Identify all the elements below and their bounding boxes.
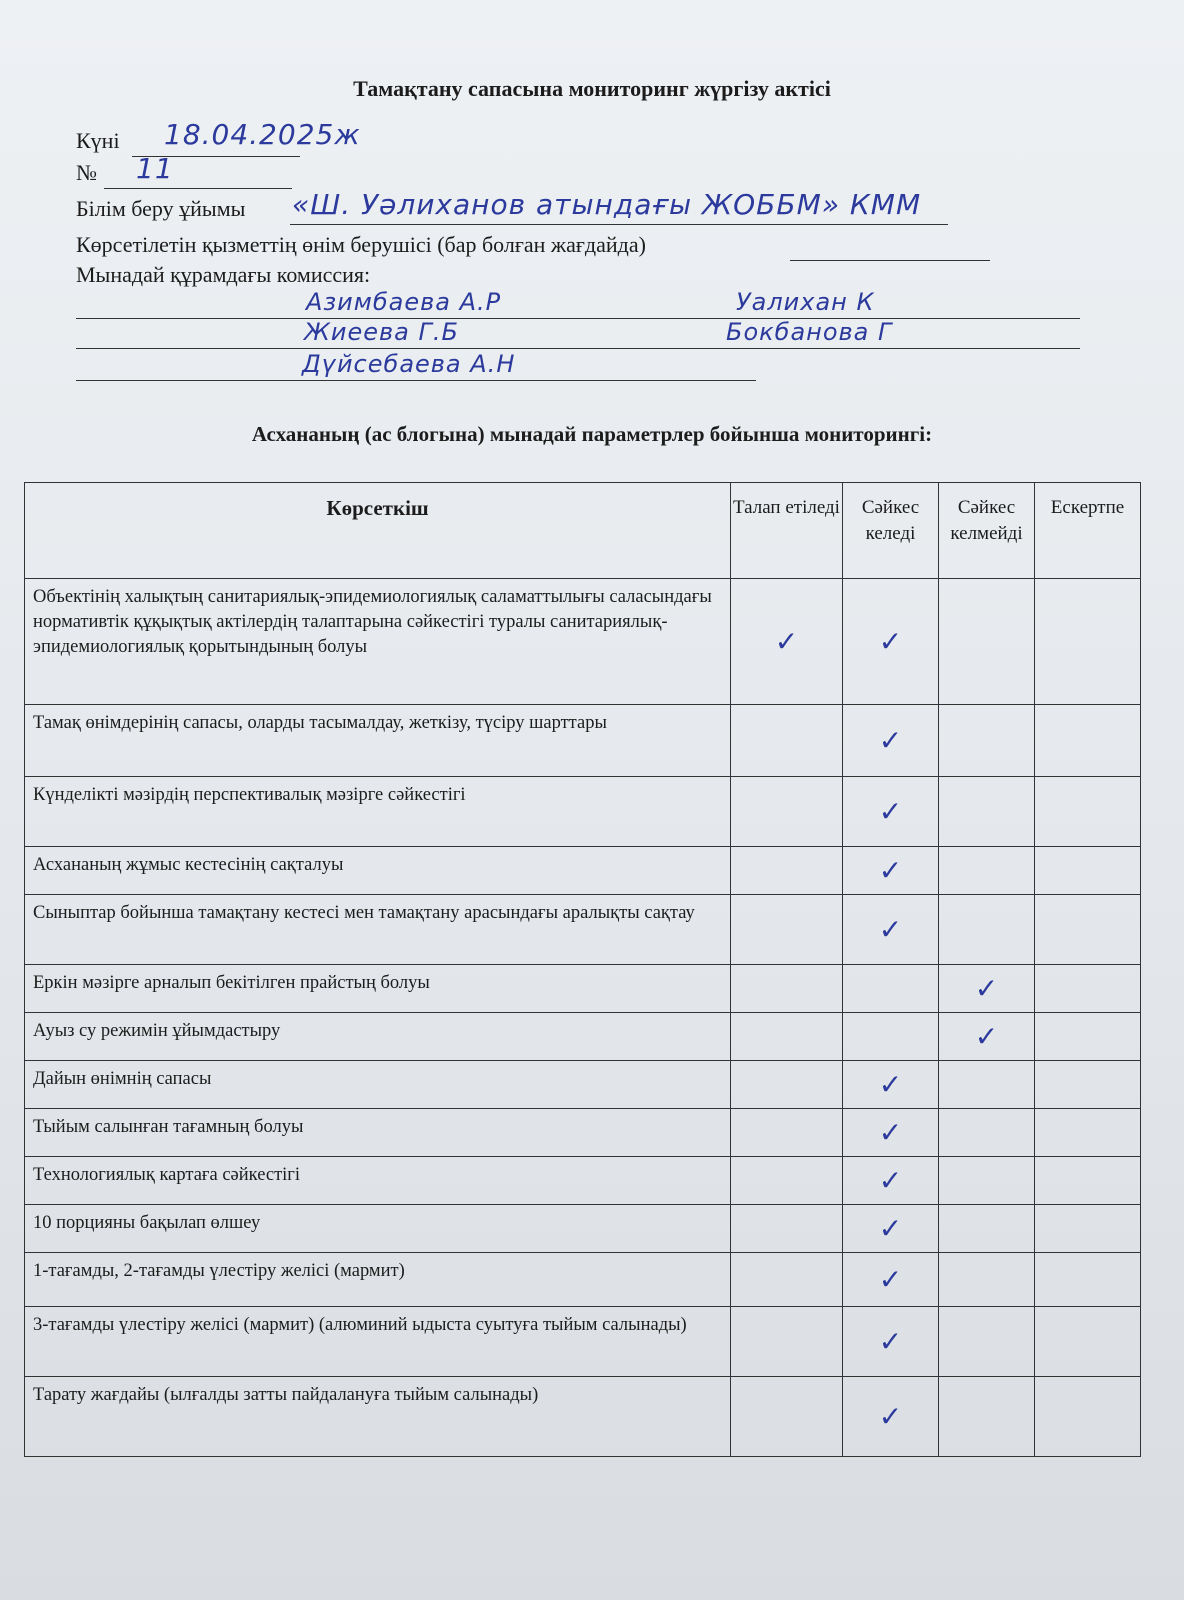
table-row [25,1109,1141,1157]
required-cell [731,1377,843,1457]
indicator-cell: Еркін мәзірге арналып бекітілген прайстың болуы [25,965,731,1013]
header-indicator: Көрсеткіш [25,483,731,579]
indicator-cell: Тарату жағдайы (ылғалды затты пайдалануға тыйым салынады) [25,1377,731,1457]
complies-cell: ✓ [843,895,939,965]
number-underline [104,188,292,189]
required-cell [731,1061,843,1109]
note-cell [1035,1061,1141,1109]
table-row [25,1205,1141,1253]
note-cell [1035,895,1141,965]
not-complies-cell [939,847,1035,895]
complies-cell: ✓ [843,777,939,847]
required-cell [731,847,843,895]
date-value: 18.04.2025ж [164,118,361,151]
complies-cell: ✓ [843,1157,939,1205]
not-complies-cell [939,777,1035,847]
table-row [25,965,1141,1013]
indicator-cell: Технологиялық картаға сәйкестігі [25,1157,731,1205]
note-cell [1035,1157,1141,1205]
not-complies-cell [939,1253,1035,1307]
table-row [25,1377,1141,1457]
note-cell [1035,1205,1141,1253]
provider-underline [790,260,990,261]
required-cell [731,965,843,1013]
required-cell [731,1253,843,1307]
indicator-cell: 10 порцияны бақылап өлшеу [25,1205,731,1253]
table-row [25,895,1141,965]
complies-cell: ✓ [843,1205,939,1253]
required-cell [731,1109,843,1157]
monitoring-table [24,482,1141,1457]
indicator-cell: Ауыз су режимін ұйымдастыру [25,1013,731,1061]
complies-cell: ✓ [843,1307,939,1377]
note-cell [1035,1377,1141,1457]
commission-member: Жиеева Г.Б [304,318,459,346]
required-cell [731,1307,843,1377]
required-cell [731,895,843,965]
table-row [25,1307,1141,1377]
header-required: Талап етіледі [731,483,843,579]
document-title: Тамақтану сапасына мониторинг жүргізу актісі [353,76,831,101]
complies-cell: ✓ [843,847,939,895]
not-complies-cell [939,1205,1035,1253]
commission-member: Бокбанова Г [726,318,893,346]
not-complies-cell [939,1157,1035,1205]
required-cell: ✓ [731,579,843,705]
not-complies-cell [939,705,1035,777]
required-cell [731,1205,843,1253]
header-note: Ескертпе [1035,483,1141,579]
note-cell [1035,705,1141,777]
required-cell [731,1013,843,1061]
commission-member: Дүйсебаева А.Н [302,350,516,378]
note-cell [1035,1253,1141,1307]
complies-cell [843,965,939,1013]
note-cell [1035,965,1141,1013]
complies-cell: ✓ [843,1377,939,1457]
commission-line-3 [76,380,756,381]
required-cell [731,1157,843,1205]
note-cell [1035,579,1141,705]
table-row [25,847,1141,895]
not-complies-cell: ✓ [939,1013,1035,1061]
header-not-complies: Сәйкес келмейді [939,483,1035,579]
not-complies-cell: ✓ [939,965,1035,1013]
provider-label: Көрсетілетін қызметтің өнім берушісі (бар болған жағдайда) [76,232,646,257]
complies-cell [843,1013,939,1061]
not-complies-cell [939,579,1035,705]
organization-label: Білім беру ұйымы [76,196,246,221]
commission-line-1 [76,318,1080,319]
section-title: Асхананың (ас блогына) мынадай параметрлер бойынша мониторингі: [251,422,933,446]
required-cell [731,777,843,847]
required-cell [731,705,843,777]
note-cell [1035,777,1141,847]
indicator-cell: Тамақ өнімдерінің сапасы, оларды тасымалдау, жеткізу, түсіру шарттары [25,705,731,777]
not-complies-cell [939,895,1035,965]
table-header-row [25,483,1141,579]
not-complies-cell [939,1061,1035,1109]
table-row [25,579,1141,705]
complies-cell: ✓ [843,1253,939,1307]
commission-member: Уалихан К [736,288,875,316]
note-cell [1035,1307,1141,1377]
complies-cell: ✓ [843,1061,939,1109]
table-row [25,1013,1141,1061]
indicator-cell: 3-тағамды үлестіру желісі (мармит) (алюминий ыдыста суытуға тыйым салынады) [25,1307,731,1377]
commission-label: Мынадай құрамдағы комиссия: [76,262,371,287]
not-complies-cell [939,1307,1035,1377]
number-label: № [76,160,97,185]
indicator-cell: Сыныптар бойынша тамақтану кестесі мен тамақтану арасындағы аралықты сақтау [25,895,731,965]
complies-cell: ✓ [843,1109,939,1157]
not-complies-cell [939,1109,1035,1157]
complies-cell: ✓ [843,705,939,777]
commission-line-2 [76,348,1080,349]
indicator-cell: Асхананың жұмыс кестесінің сақталуы [25,847,731,895]
indicator-cell: 1-тағамды, 2-тағамды үлестіру желісі (мармит) [25,1253,731,1307]
commission-member: Азимбаева А.Р [306,288,502,316]
note-cell [1035,847,1141,895]
not-complies-cell [939,1377,1035,1457]
date-label: Күні [76,128,120,153]
indicator-cell: Күнделікті мәзірдің перспективалық мәзірге сәйкестігі [25,777,731,847]
table-row [25,1253,1141,1307]
indicator-cell: Дайын өнімнің сапасы [25,1061,731,1109]
indicator-cell: Объектінің халықтың санитариялық-эпидемиологиялық саламаттылығы саласындағы нормативтік құқықтық актілердің талаптарына сәйкестігі туралы санитариялық-эпидемиологиялық қорытындының болуы [25,579,731,705]
header-complies: Сәйкес келеді [843,483,939,579]
organization-underline [290,224,948,225]
indicator-cell: Тыйым салынған тағамның болуы [25,1109,731,1157]
note-cell [1035,1013,1141,1061]
table-row [25,1061,1141,1109]
note-cell [1035,1109,1141,1157]
number-value: 11 [136,152,174,185]
table-row [25,777,1141,847]
table-row [25,705,1141,777]
table-row [25,1157,1141,1205]
complies-cell: ✓ [843,579,939,705]
organization-value: «Ш. Уәлиханов атындағы ЖОББМ» КММ [292,188,922,221]
